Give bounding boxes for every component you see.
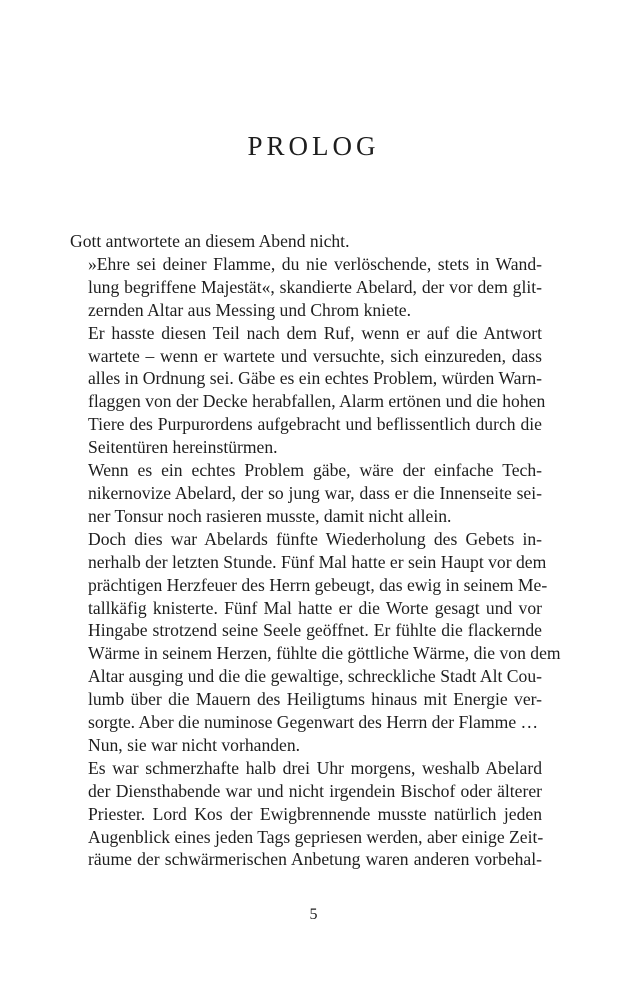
text-line: Priester. Lord Kos der Ewigbrennende musste natürlich jeden <box>88 803 542 824</box>
text-line: Es war schmerzhafte halb drei Uhr morgens, weshalb Abelard <box>88 757 542 778</box>
paragraph <box>70 757 542 872</box>
text-line: nikernovize Abelard, der so jung war, dass er die Innenseite sei- <box>88 482 542 503</box>
body-text <box>70 230 561 871</box>
text-line: tallkäfig knisterte. Fünf Mal hatte er die Worte gesagt und vor <box>88 597 542 618</box>
chapter-title: PROLOG <box>247 131 380 161</box>
text-line: Er hasste diesen Teil nach dem Ruf, wenn er auf die Antwort <box>88 322 542 343</box>
text-line: sorgte. Aber die numinose Gegenwart des Herrn der Flamme … <box>88 712 539 733</box>
text-line: Tiere des Purpurordens aufgebracht und beflissentlich durch die <box>88 414 542 435</box>
page-number: 5 <box>309 906 318 923</box>
text-line: Augenblick eines jeden Tags gepriesen werden, aber einige Zeit- <box>88 826 544 847</box>
text-line: Wenn es ein echtes Problem gäbe, wäre der einfache Tech- <box>88 460 542 481</box>
paragraph <box>70 528 561 734</box>
text-line: der Diensthabende war und nicht irgendein Bischof oder älterer <box>88 780 542 801</box>
text-line: Doch dies war Abelards fünfte Wiederholung des Gebets in- <box>88 528 542 549</box>
text-line: Hingabe strotzend seine Seele geöffnet. Er fühlte die flackernde <box>88 620 542 641</box>
paragraph <box>70 322 546 459</box>
text-line: lumb über die Mauern des Heiligtums hinaus mit Energie ver- <box>88 689 542 710</box>
text-line: nerhalb der letzten Stunde. Fünf Mal hatte er sein Haupt vor dem <box>88 551 547 572</box>
paragraph <box>70 253 542 322</box>
text-line: ner Tonsur noch rasieren musste, damit nicht allein. <box>88 505 452 526</box>
text-line: Nun, sie war nicht vorhanden. <box>88 734 301 755</box>
paragraph <box>70 230 542 253</box>
text-line: Gott antwortete an diesem Abend nicht. <box>70 231 350 251</box>
text-line: »Ehre sei deiner Flamme, du nie verlöschende, stets in Wand- <box>88 253 542 274</box>
paragraph <box>70 734 542 757</box>
text-line: prächtigen Herzfeuer des Herrn gebeugt, das ewig in seinem Me- <box>88 574 548 595</box>
text-line: wartete – wenn er wartete und versuchte, sich einzureden, dass <box>88 345 542 366</box>
text-line: zernden Altar aus Messing und Chrom kniete. <box>88 299 411 320</box>
text-line: lung begriffene Majestät«, skandierte Abelard, der vor dem glit- <box>88 276 542 297</box>
text-line: alles in Ordnung sei. Gäbe es ein echtes Problem, würden Warn- <box>88 368 542 389</box>
text-line: Seitentüren hereinstürmen. <box>88 437 278 458</box>
text-line: Altar ausging und die die gewaltige, schreckliche Stadt Alt Cou- <box>88 666 542 687</box>
text-line: räume der schwärmerischen Anbetung waren anderen vorbehal- <box>88 849 542 870</box>
text-line: flaggen von der Decke herabfallen, Alarm ertönen und die hohen <box>88 391 546 412</box>
paragraph <box>70 459 542 528</box>
text-line: Wärme in seinem Herzen, fühlte die göttliche Wärme, die von dem <box>88 643 561 664</box>
